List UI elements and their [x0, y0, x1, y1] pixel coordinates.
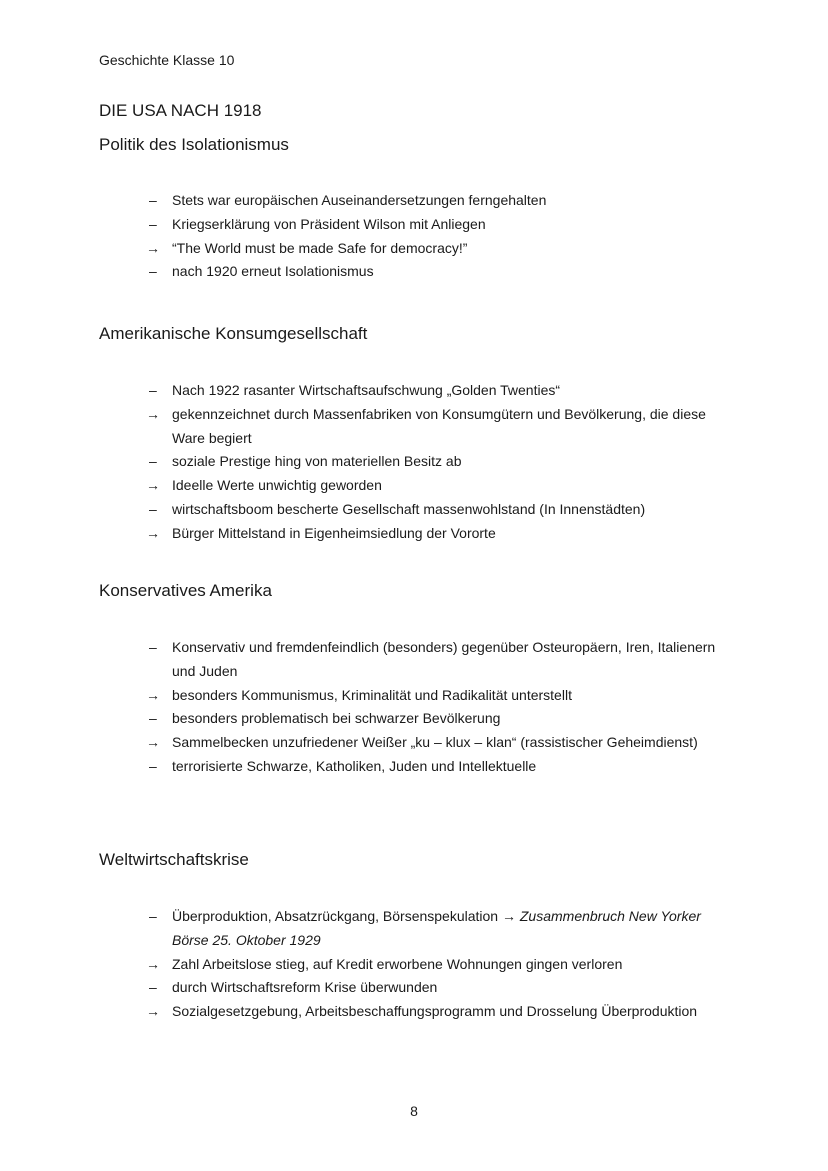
list-item-text: Überproduktion, Absatzrückgang, Börsenspekulation → [172, 908, 520, 924]
list-item-emphasis: Zusammenbruch New Yorker Börse 25. Oktober 1929 [172, 908, 701, 948]
list-item-text: Kriegserklärung von Präsident Wilson mit Anliegen [172, 215, 486, 232]
bullet-list-isolationismus [99, 189, 739, 284]
list-item-text: nach 1920 erneut Isolationismus [172, 263, 374, 280]
dash-marker: – [149, 453, 157, 470]
document-title: DIE USA NACH 1918 [99, 101, 262, 120]
list-item [99, 953, 739, 977]
arrow-right-icon: → [146, 239, 160, 256]
list-item-text: soziale Prestige hing von materiellen Besitz ab [172, 453, 462, 470]
list-item [99, 755, 739, 779]
bullet-list-weltwirtschaftskrise [99, 905, 739, 1024]
list-item [99, 498, 739, 522]
dash-marker: – [149, 382, 157, 398]
list-item-text: Nach 1922 rasanter Wirtschaftsaufschwung „Golden Twenties“ [172, 382, 561, 398]
list-item-text: durch Wirtschaftsreform Krise überwunden [172, 979, 438, 996]
list-item-text: Stets war europäischen Auseinandersetzungen ferngehalten [172, 192, 547, 208]
list-item [99, 707, 739, 731]
list-item [99, 976, 739, 1000]
list-item-text: wirtschaftsboom bescherte Gesellschaft massenwohlstand (In Innenstädten) [172, 500, 646, 517]
list-item [99, 731, 739, 755]
list-item-text: Konservativ und fremdenfeindlich (besonders) gegenüber Osteuropäern, Iren, Italienern und Juden [172, 639, 716, 679]
dash-marker: – [149, 979, 157, 996]
page-header: Geschichte Klasse 10 [99, 52, 235, 68]
list-item [99, 636, 739, 684]
list-item [99, 403, 739, 451]
list-item [99, 189, 739, 213]
bullet-list-konservatives-amerika [99, 636, 739, 779]
section-title-isolationismus: Politik des Isolationismus [99, 135, 289, 154]
list-item [99, 213, 739, 237]
dash-marker: – [149, 500, 157, 517]
section-title-weltwirtschaftskrise: Weltwirtschaftskrise [99, 850, 249, 869]
list-item-text: besonders Kommunismus, Kriminalität und Radikalität unterstellt [172, 686, 572, 703]
list-item-text: Ideelle Werte unwichtig geworden [172, 477, 382, 494]
page-number: 8 [410, 1103, 418, 1119]
bullet-list-konsumgesellschaft [99, 379, 739, 546]
list-item [99, 1000, 739, 1024]
list-item-text: Bürger Mittelstand in Eigenheimsiedlung der Vororte [172, 524, 496, 541]
list-item-text: Sozialgesetzgebung, Arbeitsbeschaffungsprogramm und Drosselung Überproduktion [172, 1003, 698, 1020]
dash-marker: – [149, 263, 157, 280]
list-item [99, 379, 739, 403]
section-title-konservatives-amerika: Konservatives Amerika [99, 581, 272, 600]
list-item-text: “The World must be made Safe for democracy!” [172, 239, 468, 256]
list-item-text: Zahl Arbeitslose stieg, auf Kredit erworbene Wohnungen gingen verloren [172, 955, 623, 972]
dash-marker: – [149, 710, 157, 727]
list-item-text: terrorisierte Schwarze, Katholiken, Juden und Intellektuelle [172, 757, 537, 774]
dash-marker: – [149, 215, 157, 232]
arrow-right-icon: → [146, 734, 160, 751]
arrow-right-icon: → [146, 524, 160, 541]
section-title-konsumgesellschaft: Amerikanische Konsumgesellschaft [99, 324, 368, 343]
dash-marker: – [149, 192, 157, 208]
arrow-right-icon: → [146, 1003, 160, 1020]
dash-marker: – [149, 908, 157, 924]
list-item [99, 260, 739, 284]
list-item [99, 684, 739, 708]
list-item [99, 474, 739, 498]
arrow-right-icon: → [146, 955, 160, 972]
list-item [99, 905, 739, 953]
dash-marker: – [149, 639, 157, 655]
arrow-right-icon: → [146, 477, 160, 494]
arrow-right-icon: → [146, 686, 160, 703]
list-item [99, 450, 739, 474]
list-item-text: besonders problematisch bei schwarzer Bevölkerung [172, 710, 501, 727]
list-item [99, 522, 739, 546]
list-item-text: gekennzeichnet durch Massenfabriken von Konsumgütern und Bevölkerung, die diese Ware begiert [172, 405, 706, 446]
list-item [99, 237, 739, 261]
dash-marker: – [149, 757, 157, 774]
arrow-right-icon: → [146, 405, 160, 422]
list-item-text: Sammelbecken unzufriedener Weißer „ku – klux – klan“ (rassistischer Geheimdienst) [172, 734, 698, 751]
